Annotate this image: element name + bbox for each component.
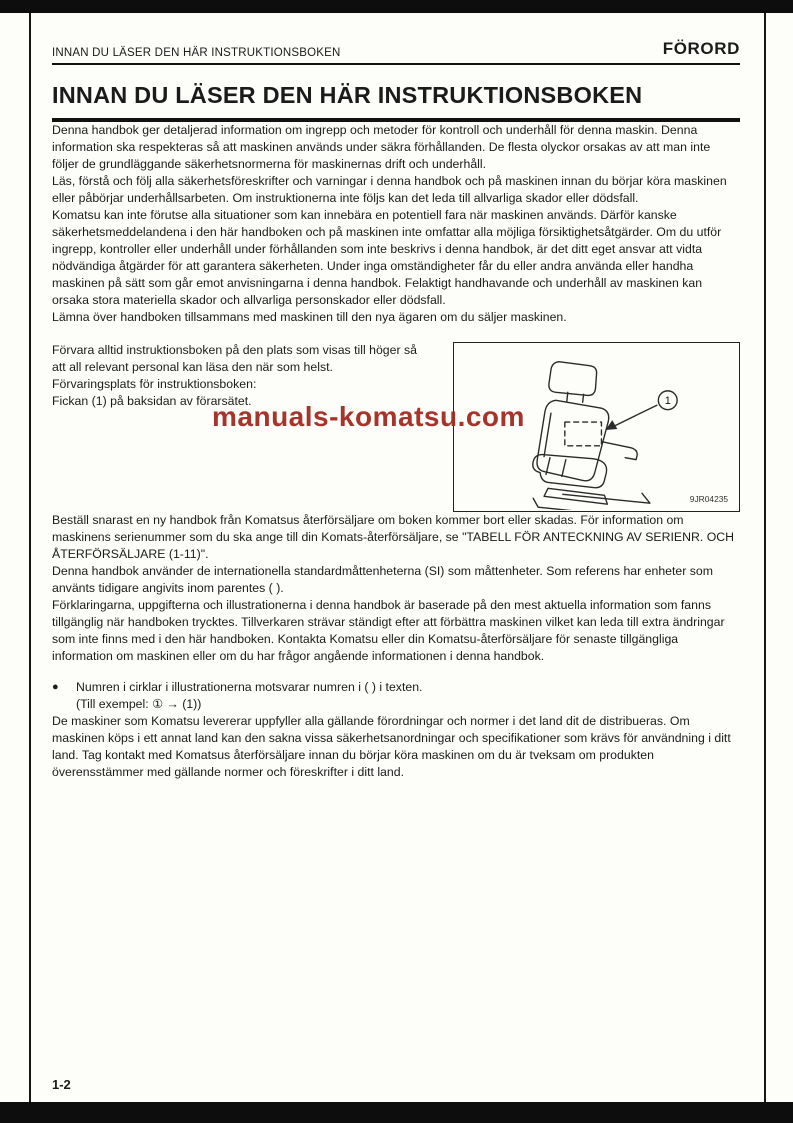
page-border-bottom xyxy=(0,1102,793,1123)
storage-location-detail: Fickan (1) på baksidan av förarsätet. xyxy=(52,394,252,408)
figure-callout-number: 1 xyxy=(664,395,671,408)
paragraph-storage: Förvara alltid instruktionsboken på den plats som visas till höger så att all relevant personal kan läsa den när som helst. xyxy=(52,343,417,374)
paragraph-liability: Komatsu kan inte förutse alla situationer som kan innebära en potentiell fara när maskinen används. Därför kanske säkerhetsmeddelandena i den här handboken och på maskinen inte omfattar alla möjliga försiktighetsåtgärder. Om du utför ingrepp, kontroller eller underhåll under förhållanden som inte beskrivs i denna handbok, är det ditt eget ansvar att vidta nödvändiga åtgärder för att garantera säkerheten. Under inga omständigheter får du eller andra använda eller handha maskinen på sätt som går emot anvisningarna i denna handbok. Felaktigt handhavande och underhåll av maskinen kan orsaka stora materiella skador och allvarliga personskador eller dödsfall. xyxy=(52,208,722,307)
callout-arrow xyxy=(612,405,657,427)
running-header xyxy=(52,39,740,65)
bullet-line-1: Numren i cirklar i illustrationerna motsvarar numren i ( ) i texten. xyxy=(76,680,423,694)
storage-text-column xyxy=(52,342,430,410)
page-number: 1-2 xyxy=(52,1077,71,1092)
paragraph-regulations: De maskiner som Komatsu levererar uppfyller alla gällande förordningar och normer i det land dit de distribueras. Om maskinen köps i ett annat land kan den sakna vissa säkerhetsanordningar och specifikationer som krävs för användning i ditt land. Tag kontakt med Komatsus återförsäljare innan du börjar köra maskinen om du är tveksam om produkten överensstämmer med gällande normer och föreskrifter i ditt land. xyxy=(52,714,731,779)
page-title: INNAN DU LÄSER DEN HÄR INSTRUKTIONSBOKEN xyxy=(52,82,740,122)
storage-location-heading: Förvaringsplats för instruktionsboken: xyxy=(52,377,257,391)
paragraph-reorder: Beställ snarast en ny handbok från Komatsus återförsäljare om boken kommer bort eller skadas. För information om maskinens serienummer som du ska ange till din Komats-återförsäljare, se "TABELL FÖR ANTECKNING AV SERIENR. OCH ÅTERFÖRSÄLJARE (1-11)". xyxy=(52,513,735,561)
paragraph-units: Denna handbok använder de internationella standardmåttenheterna (SI) som måttenheter. Som referens har enheter som använts tidigare angivits inom parentes ( ). xyxy=(52,564,714,595)
paragraph-intro: Denna handbok ger detaljerad information om ingrepp och metoder för kontroll och underhåll för denna maskin. Denna information ska respekteras så att maskinen används under säkra förhållanden. De flesta olyckor orsakas av att man inte följer de grundläggande säkerhetsnormerna för maskinernas drift och underhåll. xyxy=(52,123,711,171)
document-pocket-outline xyxy=(565,422,602,446)
paragraph-safety: Läs, förstå och följ alla säkerhetsföreskrifter och varningar i denna handbok och på maskinen innan du börjar köra maskinen eller påbörjar underhållsarbeten. Om instruktionerna inte följs kan det leda till allvarliga skador eller dödsfall. xyxy=(52,174,727,205)
figure-code: 9JR04235 xyxy=(689,494,729,505)
running-header-section: FÖRORD xyxy=(662,39,740,58)
storage-section xyxy=(52,342,740,512)
bullet-icon: ● xyxy=(52,681,59,693)
bullet-line-2: (Till exempel: ① → (1)) xyxy=(76,697,202,711)
seat-armrest xyxy=(602,442,637,460)
bullet-text xyxy=(76,679,422,713)
paragraph-updates: Förklaringarna, uppgifterna och illustrationerna i denna handbok är baserade på den mest aktuella information som fanns tillgänglig när handboken trycktes. Tillverkaren strävar ständigt efter att förbättra maskinen vilket kan leda till extra ändringar som inte finns med i den här handboken. Kontakta Komatsu eller din Komatsu-återförsäljare för senaste tillgängliga information om maskinen eller om du har frågor angående informationen i denna handbok. xyxy=(52,598,725,663)
bullet-note xyxy=(52,679,740,713)
running-header-title: INNAN DU LÄSER DEN HÄR INSTRUKTIONSBOKEN xyxy=(52,47,341,59)
seat-illustration xyxy=(454,343,738,510)
watermark: manuals-komatsu.com xyxy=(212,401,525,432)
paragraph-handover: Lämna över handboken tillsammans med maskinen till den nya ägaren om du säljer maskinen. xyxy=(52,310,567,324)
seat-headrest xyxy=(549,362,597,396)
seat-illustration-frame xyxy=(453,342,740,512)
